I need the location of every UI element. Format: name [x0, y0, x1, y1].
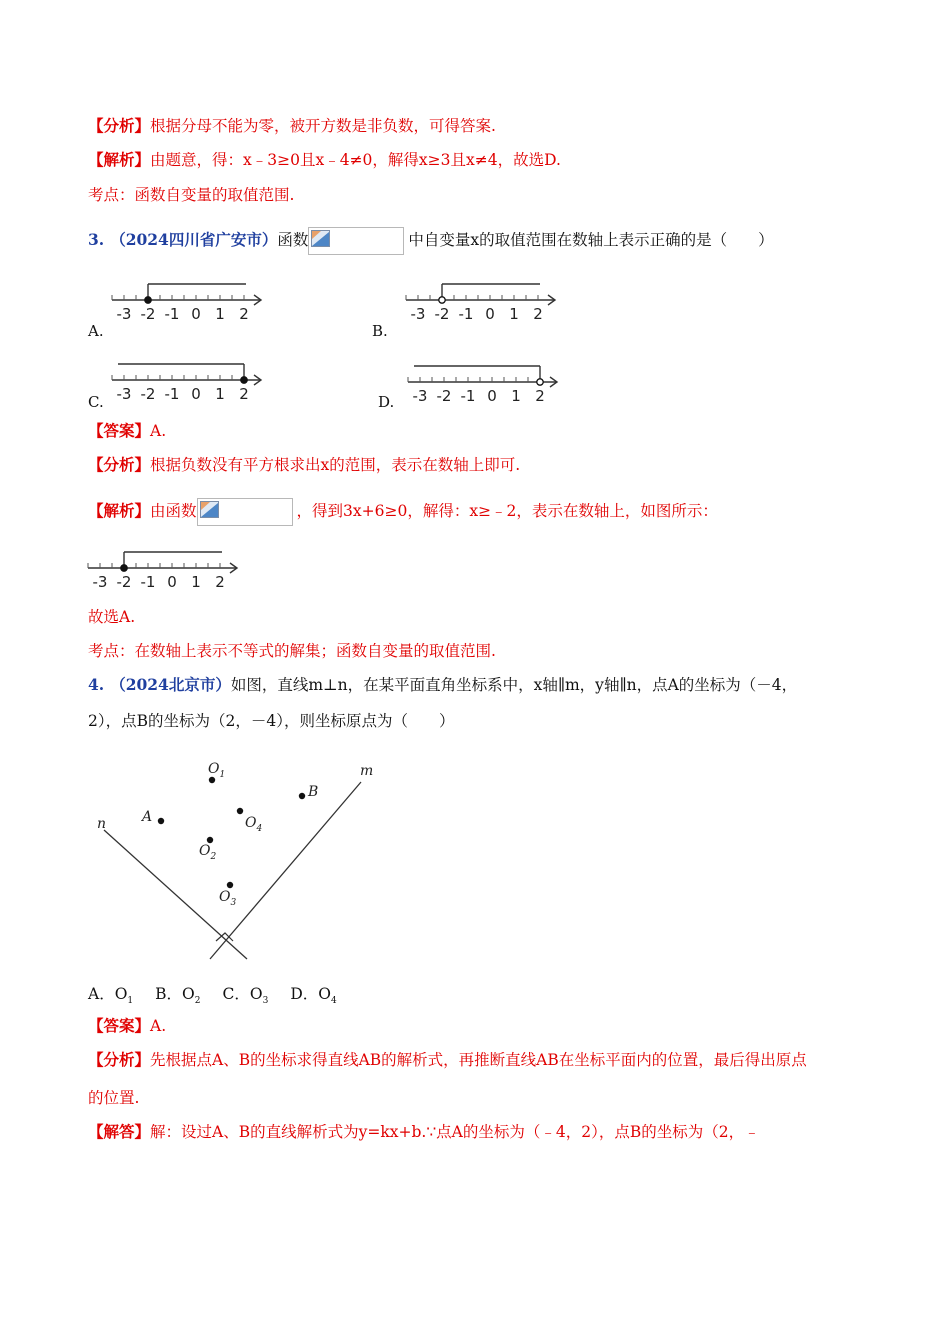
q3-conclusion: 故选A. [88, 608, 136, 626]
tick-label: 2 [215, 573, 225, 591]
closed-endpoint [241, 377, 247, 383]
q4-solve [88, 1122, 760, 1142]
tick-label: 0 [191, 385, 201, 403]
open-endpoint [537, 379, 543, 385]
q4-stem-line1 [88, 675, 797, 695]
stem-text-b: 中自变量x的取值范围在数轴上表示正确的是（ ） [408, 231, 774, 249]
tick-label: -3 [410, 305, 426, 323]
tick-label: 1 [215, 305, 225, 323]
q4-choices [88, 984, 337, 1011]
tick-label: -1 [458, 305, 474, 323]
q3-kaodian: 考点：在数轴上表示不等式的解集；函数自变量的取值范围. [88, 642, 496, 660]
closed-endpoint [145, 297, 151, 303]
formula-image [197, 498, 293, 526]
answer-tag: 【答案】 [88, 1016, 151, 1035]
solve-text: 解：设过A、B的直线解析式为y=kx+b.∵点A的坐标为（﹣4，2），点B的坐标为（2，﹣ [150, 1123, 760, 1141]
solution-text-b: ，得到3x+6≥0，解得：x≥﹣2，表示在数轴上，如图所示： [296, 502, 718, 520]
solve-tag: 【解答】 [88, 1122, 151, 1141]
answer-text: A. [150, 1017, 167, 1035]
tick-label: 0 [487, 387, 497, 405]
solution-tag: 【解析】 [88, 150, 151, 169]
q4-figure [88, 755, 388, 965]
choice-d: D．$O_4$ [290, 985, 337, 1007]
label-o1: $O_1$ [208, 761, 226, 780]
label-b: B [308, 784, 319, 800]
tick-label: 2 [239, 305, 249, 323]
label-m: m [360, 763, 374, 779]
analysis-text: 先根据点A、B的坐标求得直线AB的解析式，再推断直线AB在坐标平面内的位置，最后得出原点 [150, 1051, 807, 1069]
number-line-a [110, 280, 270, 326]
option-label-d: D. [378, 393, 395, 411]
solution-tag: 【解析】 [88, 501, 151, 520]
stem-text: 如图，直线m⊥n，在某平面直角坐标系中，x轴∥m，y轴∥n，点A的坐标为（－4， [230, 676, 798, 694]
option-label-b: B. [372, 322, 388, 340]
tick-label: -3 [92, 573, 108, 591]
q3-answer [88, 421, 166, 441]
tick-label: -1 [164, 385, 180, 403]
tick-label: 0 [485, 305, 495, 323]
tick-label: 1 [509, 305, 519, 323]
solution-text-a: 由函数 [150, 502, 197, 520]
question-number: 3. [88, 230, 105, 249]
tick-label: 2 [533, 305, 543, 323]
line-m [210, 782, 361, 959]
q2-kaodian: 考点：函数自变量的取值范围. [88, 186, 295, 204]
q4-analysis-line1 [88, 1050, 807, 1070]
tick-label: 0 [191, 305, 201, 323]
label-o4: $O_4$ [245, 815, 263, 834]
choice-a: A．$O_1$ [88, 985, 134, 1007]
question-number: 4. [88, 675, 105, 694]
tick-label: -1 [460, 387, 476, 405]
analysis-tag: 【分析】 [88, 1050, 151, 1069]
question-source: （2024北京市） [110, 675, 231, 694]
analysis-text: 根据负数没有平方根求出x的范围，表示在数轴上即可. [150, 456, 521, 474]
tick-label: -2 [434, 305, 450, 323]
option-label-c: C. [88, 393, 104, 411]
tick-label: -2 [140, 305, 156, 323]
q4-stem-line2: 2），点B的坐标为（2，－4），则坐标原点为（ ） [88, 712, 455, 730]
tick-label: 1 [511, 387, 521, 405]
label-a: A [142, 809, 153, 825]
number-line-c [110, 360, 270, 406]
analysis-tag: 【分析】 [88, 455, 151, 474]
tick-label: 1 [191, 573, 201, 591]
q4-answer [88, 1016, 166, 1036]
tick-label: 2 [239, 385, 249, 403]
q3-stem [88, 225, 774, 255]
tick-label: -2 [436, 387, 452, 405]
point-b [299, 793, 305, 799]
answer-tag: 【答案】 [88, 421, 151, 440]
tick-label: -1 [140, 573, 156, 591]
solution-text: 由题意，得：x﹣3≥0且x﹣4≠0，解得x≥3且x≠4，故选D. [150, 151, 561, 169]
point-a [158, 818, 164, 824]
label-o3: $O_3$ [219, 889, 237, 908]
tick-label: -3 [412, 387, 428, 405]
open-endpoint [439, 297, 445, 303]
tick-label: 2 [535, 387, 545, 405]
closed-endpoint [121, 565, 127, 571]
tick-label: 1 [215, 385, 225, 403]
tick-label: -2 [116, 573, 132, 591]
tick-label: -1 [164, 305, 180, 323]
q2-solution [88, 150, 561, 170]
point-o3 [227, 882, 233, 888]
number-line-solution [86, 548, 246, 594]
number-line-b [404, 280, 564, 326]
point-o4 [237, 808, 243, 814]
analysis-text: 根据分母不能为零，被开方数是非负数，可得答案. [150, 117, 496, 135]
analysis-tag: 【分析】 [88, 116, 151, 135]
choice-c: C．$O_3$ [222, 985, 269, 1007]
tick-label: 0 [167, 573, 177, 591]
q3-solution [88, 496, 718, 526]
q3-analysis [88, 455, 520, 475]
q2-analysis [88, 116, 496, 136]
q4-analysis-line2: 的位置. [88, 1089, 140, 1107]
point-o1 [209, 777, 215, 783]
number-line-d [406, 362, 566, 408]
tick-label: -3 [116, 305, 132, 323]
broken-image-icon [311, 230, 331, 248]
choice-b: B．$O_2$ [155, 985, 201, 1007]
answer-text: A. [150, 422, 167, 440]
tick-label: -3 [116, 385, 132, 403]
label-n: n [97, 816, 107, 832]
formula-image [308, 227, 404, 255]
option-label-a: A. [88, 322, 104, 340]
broken-image-icon [200, 501, 220, 519]
tick-label: -2 [140, 385, 156, 403]
stem-text-a: 函数 [277, 231, 309, 249]
label-o2: $O_2$ [199, 843, 217, 862]
question-source: （2024四川省广安市） [110, 230, 278, 249]
